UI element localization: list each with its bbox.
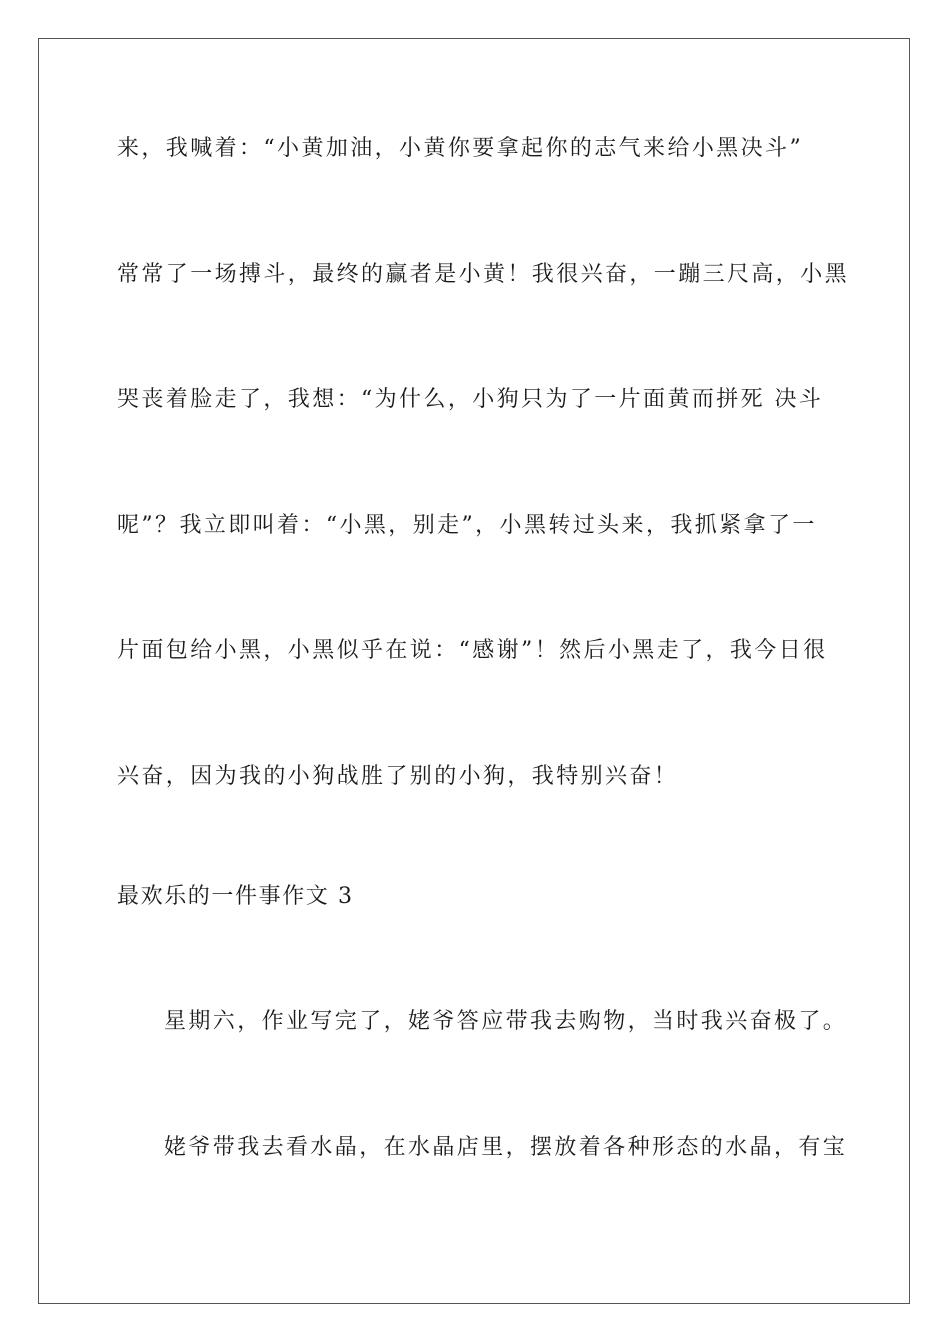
text-line: 片面包给小黑，小黑似乎在说：“感谢”！然后小黑走了，我今日很	[117, 638, 828, 663]
text-line: 呢”？我立即叫着：“小黑，别走”，小黑转过头来，我抓紧拿了一	[117, 513, 817, 538]
text-line: 常常了一场搏斗，最终的赢者是小黄！我很兴奋，一蹦三尺高，小黑	[117, 262, 850, 287]
text-line: 兴奋，因为我的小狗战胜了别的小狗，我特别兴奋！	[117, 764, 679, 789]
paragraph-first-line: 姥爷带我去看水晶，在水晶店里，摆放着各种形态的水晶，有宝	[164, 1135, 848, 1160]
page-border	[38, 38, 910, 1304]
paragraph-first-line: 星期六，作业写完了，姥爷答应带我去购物，当时我兴奋极了。	[164, 1009, 848, 1034]
text-line: 哭丧着脸走了，我想：“为什么，小狗只为了一片面黄而拼死 决斗	[117, 387, 824, 412]
text-line: 来，我喊着：“小黄加油，小黄你要拿起你的志气来给小黑决斗”	[117, 136, 804, 161]
section-heading: 最欢乐的一件事作文 3	[117, 884, 354, 909]
